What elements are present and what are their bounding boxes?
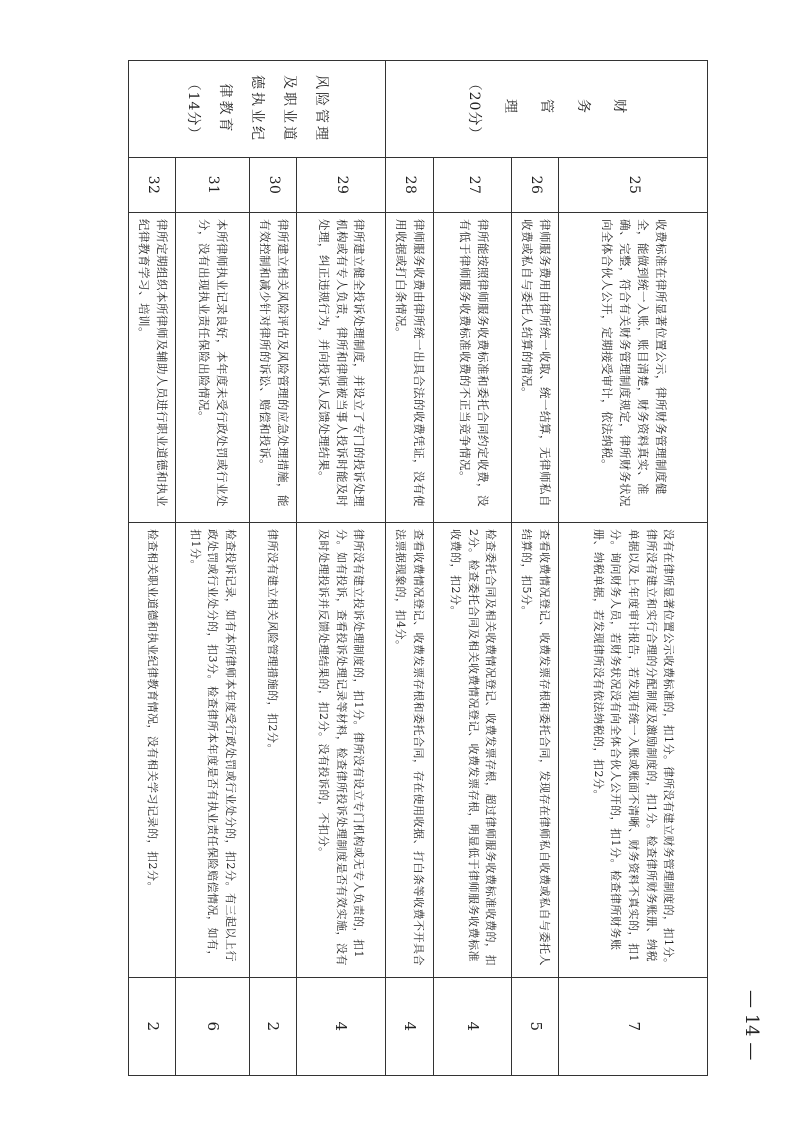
standard-text: 律师服务收费由律所统一出具合法的收费凭证，没有使用收据或打白条情况。: [385, 213, 434, 523]
rotated-table-wrapper: [128, 60, 708, 1075]
scoring-rule-text: 查看收费情况登记、收费发票存根和委托合同，发现存在律师私自收费或私自与委托人结算的，扣5分。: [512, 523, 559, 978]
scoring-rule-text: 检查委托合同及相关收费情况登记、收费发票存根，超过律师服务收费标准收费的，扣2分。检查委托合同及相关收费情况登记、收费发票存根，明显低于律师服务收费标准收费的，扣2分。: [434, 523, 512, 978]
row-number: 32: [129, 158, 176, 213]
standard-text: 收费标准在律所显著位置公示，律所财务管理制度健全，能做到统一入账，账目清楚，财务资料真实、准确、完整，符合有关财务管理制度规定，律所财务状况向全体合伙人公开，定期接受审计，依法纳税。: [559, 213, 708, 523]
category-char: 风险管理: [313, 75, 330, 143]
table-row: [385, 61, 434, 1076]
category-points: （20分）: [465, 76, 482, 142]
category-char: 及职业道: [281, 75, 298, 143]
standard-text: 律所能按照律师服务收费标准和委托合同约定收费，没有低于律师服务收费标准收费的不正当竞争情况。: [434, 213, 512, 523]
standard-text: 律师服务费用由律所统一收取、统一结算，无律师私自收费或私自与委托人结算的情况。: [512, 213, 559, 523]
standard-text: 本所律师执业记录良好，本年度未受行政处罚或行业处分，没有出现执业责任保险出险情况。: [176, 213, 249, 523]
scoring-rule-text: 没有在律所显著位置公示收费标准的，扣1分。律所没有建立财务管理制度的，扣1分。律所没有建立和实行合理的分配制度及激励制度的，扣1分。检查律所财务账册、纳税单据以及上年度审计报告，若发现有统一入账或账面不清晰、财务资料不真实的，扣1分。询问财务人员，若财务状况没有向全体合伙人公开的，扣1分。检查律所财务账册、纳税单据，若发现律所没有依法纳税的，扣2分。: [559, 523, 708, 978]
category-char: 理: [502, 99, 519, 119]
score-value: 4: [385, 978, 434, 1076]
row-number: 28: [385, 158, 434, 213]
category-points: （14分）: [184, 76, 201, 142]
table-row: [434, 61, 512, 1076]
score-value: 4: [434, 978, 512, 1076]
category-char: 管: [538, 99, 555, 119]
page-number: — 14 —: [741, 990, 762, 1061]
table-row: [296, 61, 385, 1076]
category-finance: [385, 61, 707, 158]
row-number: 30: [249, 158, 296, 213]
standard-text: 律所建立相关风险评估及风险管理的应急处理措施，能有效控制和减少针对律所的诉讼、赔偿和投诉。: [249, 213, 296, 523]
category-char: 德执业纪: [248, 75, 265, 143]
category-char: 财: [611, 99, 628, 119]
row-number: 27: [434, 158, 512, 213]
row-number: 25: [559, 158, 708, 213]
scoring-rule-text: 检查相关职业道德和执业纪律教育情况，没有相关学习记录的，扣2分。: [129, 523, 176, 978]
score-value: 5: [512, 978, 559, 1076]
scoring-rule-text: 律所没有建立投诉处理制度的，扣1分。律所没有设立专门机构或无专人负责的，扣1分。如有投诉，查看投诉处理记录等材料，检查律所投诉处理制度是否有效实施，没有及时处理投诉并反馈处理结果的，扣2分。没有投诉的，不扣分。: [296, 523, 385, 978]
score-value: 7: [559, 978, 708, 1076]
score-value: 6: [176, 978, 249, 1076]
table-row: [176, 61, 249, 1076]
scoring-rule-text: 检查投诉记录，如有本所律师本年度受行政处罚或行业处分的，扣2分。有三起以上行政处罚或行业处分的，扣3分。检查律所本年度是否有执业责任保险赔偿情况，如有，扣1分。: [176, 523, 249, 978]
scoring-rule-text: 查看收费情况登记、收费发票存根和委托合同，存在使用收据、打白条等收费不开具合法票据现象的，扣4分。: [385, 523, 434, 978]
category-char: 务: [574, 99, 591, 119]
row-number: 26: [512, 158, 559, 213]
category-char: 律教育: [216, 83, 233, 135]
standard-text: 律所建立健全投诉处理制度，并设立了专门的投诉处理机构或有专人负责，律所和律师被当事人投诉时能及时处理，纠正违规行为，并向投诉人反馈处理结果。: [296, 213, 385, 523]
table-row: [129, 61, 176, 1076]
scoring-rule-text: 律所没有建立相关风险管理措施的，扣2分。: [249, 523, 296, 978]
category-risk: [129, 61, 386, 158]
score-value: 4: [296, 978, 385, 1076]
row-number: 29: [296, 158, 385, 213]
score-value: 2: [249, 978, 296, 1076]
table-row: [249, 61, 296, 1076]
table-row: [512, 61, 559, 1076]
score-value: 2: [129, 978, 176, 1076]
standard-text: 律所定期组织本所律师及辅助人员进行职业道德和执业纪律教育学习、培训。: [129, 213, 176, 523]
table-row: [559, 61, 708, 1076]
evaluation-table: [128, 60, 708, 1076]
row-number: 31: [176, 158, 249, 213]
